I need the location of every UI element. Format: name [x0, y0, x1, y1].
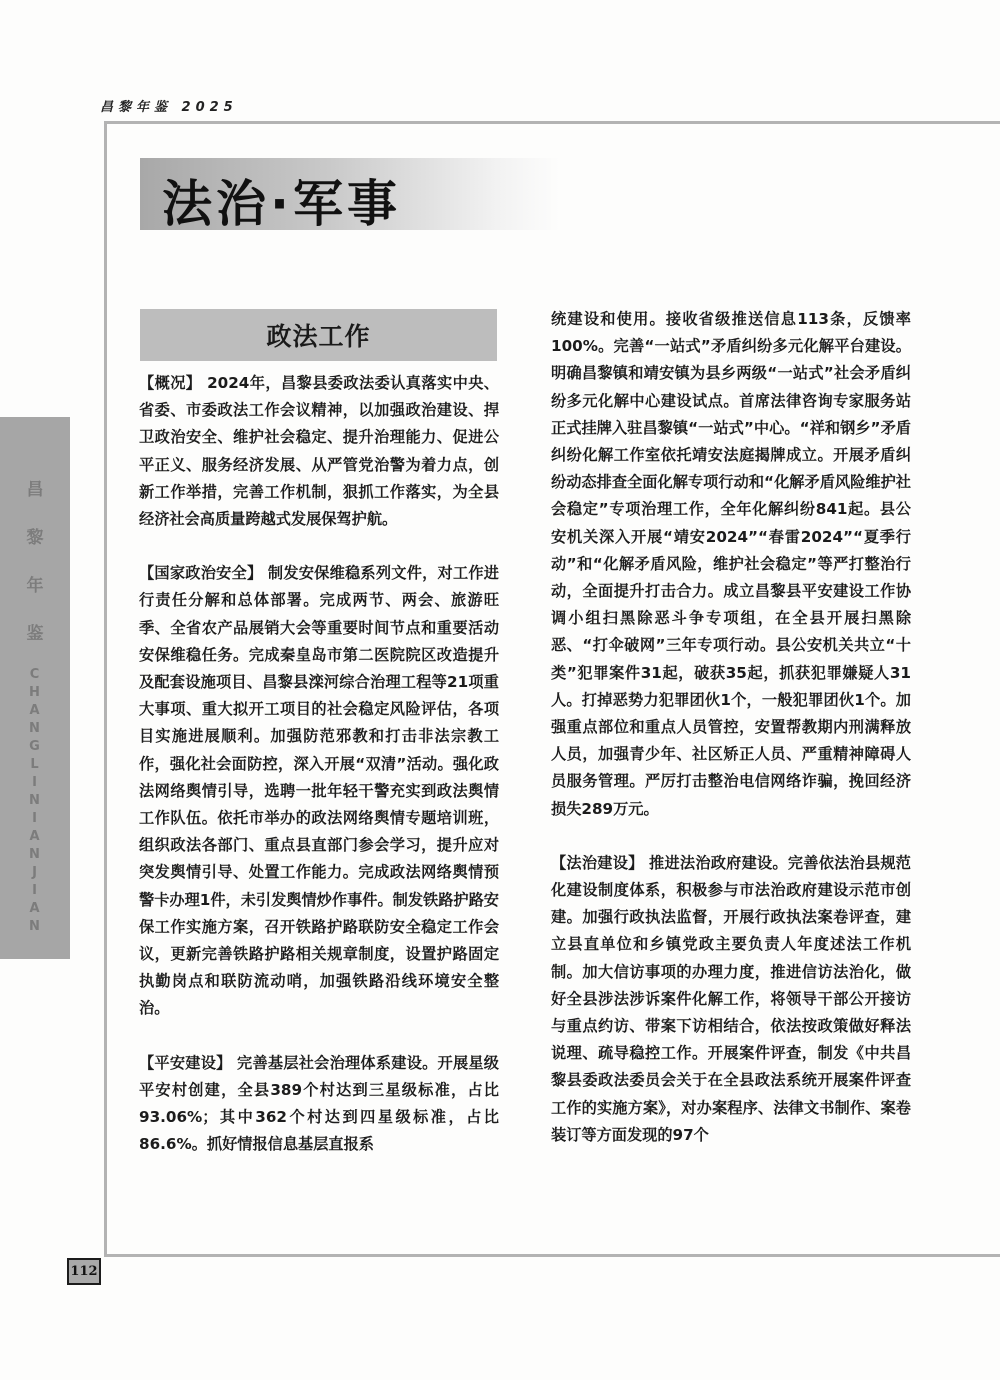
section-header [140, 309, 497, 361]
paragraph-text: 推进法治政府建设。完善依法治县规范化建设制度体系，积极参与市法治政府建设示范市创建。加强行政执法监督，开展行政执法案卷评查，建立县直单位和乡镇党政主要负责人年度述法工作机制。加大信访事项的办理力度，推进信访法治化，做好全县涉法涉诉案件化解工作，将领导干部公开接访与重点约访、带案下访相结合，依法按政策做好释法说理、疏导稳控工作。开展案件评查，制发《中共昌黎县委政法委员会关于在全县政法系统开展案件评查工作的实施方案》，对办案程序、法律文书制作、案卷装订等方面发现的97个 [551, 853, 911, 1144]
frame-left-rule [104, 121, 107, 1257]
side-tab-char: 年 [26, 576, 44, 596]
paragraph-tag: 【法治建设】 [551, 853, 644, 872]
page-number: 112 [67, 1258, 101, 1285]
paragraph-text: 完善基层社会治理体系建设。开展星级平安村创建，全县389个村达到三星级标准，占比93.06%；其中362个村达到四星级标准，占比86.6%。抓好情报信息基层直报系 [139, 1053, 499, 1154]
paragraph-rule-of-law [551, 850, 911, 1149]
paragraph-safety-construction [139, 1050, 499, 1159]
paragraph-text: 2024年，昌黎县委政法委认真落实中央、省委、市委政法工作会议精神，以加强政治建设、捍卫政治安全、维护社会稳定、提升治理能力、促进公平正义、服务经济发展、从严管党治警为着力点，创新工作举措，完善工作机制，狠抓工作落实，为全县经济社会高质量跨越式发展保驾护航。 [139, 374, 499, 529]
section-title: 政法工作 [266, 322, 371, 351]
paragraph-tag: 【概况】 [139, 374, 202, 392]
side-tab-char: 鉴 [26, 624, 44, 644]
paragraph-national-security [139, 560, 499, 1022]
paragraph-tag: 【平安建设】 [139, 1053, 232, 1072]
frame-top-rule [104, 121, 1000, 124]
frame-bottom-rule [104, 1254, 1000, 1257]
paragraph-text: 统建设和使用。接收省级推送信息113条，反馈率100%。完善“一站式”矛盾纠纷多元化解平台建设。明确昌黎镇和靖安镇为县乡两级“一站式”社会矛盾纠纷多元化解中心建设试点。首席法律咨询专家服务站正式挂牌入驻昌黎镇“一站式”中心。“祥和钢乡”矛盾纠纷化解工作室依托靖安法庭揭牌成立。开展矛盾纠纷动态排查全面化解专项行动和“化解矛盾风险维护社会稳定”专项治理工作，全年化解纠纷841起。县公安机关深入开展“靖安2024”“春雷2024”“夏季行动”和“化解矛盾风险，维护社会稳定”等严打整治行动，全面提升打击合力。成立昌黎县平安建设工作协调小组扫黑除恶斗争专项组，在全县开展扫黑除恶、“打伞破网”三年专项行动。县公安机关共立“十类”犯罪案件31起，破获35起，抓获犯罪嫌疑人31人。打掉恶势力犯罪团伙1个，一般犯罪团伙1个。加强重点部位和重点人员管控，安置帮教期内刑满释放人员，加强青少年、社区矫正人员、严重精神障碍人员服务管理。严厉打击整治电信网络诈骗，挽回经济损失289万元。 [551, 310, 911, 818]
paragraph-overview [139, 370, 499, 533]
side-tab [0, 417, 70, 959]
right-column [551, 306, 911, 1176]
side-tab-char: 昌 [26, 480, 44, 500]
paragraph-safety-continued [551, 306, 911, 823]
chapter-banner [140, 158, 560, 233]
side-tab-pinyin: CHANGLINIANJIAN [27, 667, 42, 937]
chapter-title: 法治·军事 [162, 175, 401, 233]
side-tab-char: 黎 [26, 528, 44, 548]
running-head: 昌黎年鉴 2025 [100, 100, 238, 115]
left-column [139, 370, 499, 1185]
paragraph-text: 制发安保维稳系列文件，对工作进行责任分解和总体部署。完成两节、两会、旅游旺季、全省农产品展销大会等重要时间节点和重要活动安保维稳任务。完成秦皇岛市第二医院院区改造提升及配套设施项目、昌黎县滦河综合治理工程等21项重大事项、重大拟开工项目的社会稳定风险评估，各项目实施进展顺利。加强防范邪教和打击非法宗教工作，强化社会面防控，深入开展“双清”活动。强化政法网络舆情引导，选聘一批年轻干警充实到政法舆情工作队伍。依托市举办的政法网络舆情专题培训班，组织政法各部门、重点县直部门参会学习，提升应对突发舆情引导、处置工作能力。完成政法网络舆情预警卡办理1件，未引发舆情炒作事件。制发铁路护路安保工作实施方案，召开铁路护路联防安全稳定工作会议，更新完善铁路护路相关规章制度，设置护路固定执勤岗点和联防流动哨，加强铁路沿线环境安全整治。 [139, 564, 499, 1018]
paragraph-tag: 【国家政治安全】 [139, 564, 263, 583]
